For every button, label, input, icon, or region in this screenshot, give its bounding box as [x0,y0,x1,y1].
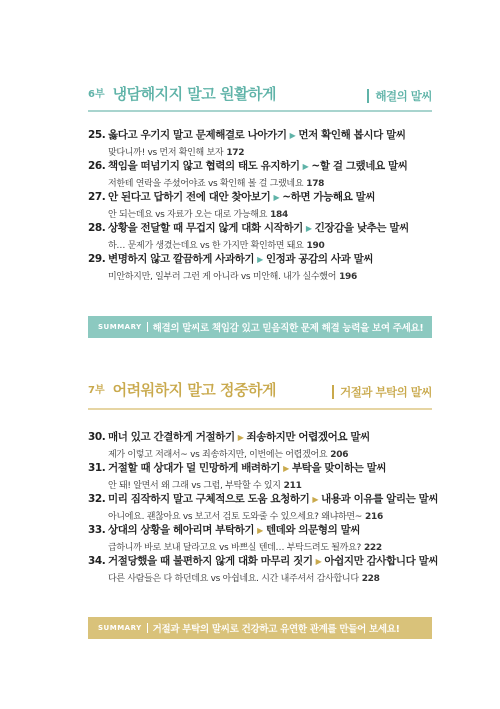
item-title: 미리 짐작하지 말고 구체적으로 도움 요청하기 [108,493,310,505]
item-number: 26. [88,160,106,172]
summary-tag: SUMMARY [98,624,142,632]
subtitle-divider [332,385,334,399]
item-number: 33. [88,524,106,536]
summary-text: 거절과 부탁의 말씨로 건강하고 유연한 관계를 만들어 보세요! [152,624,400,635]
item-title: 거절당했을 때 불편하지 않게 대화 마무리 짓기 [108,555,313,567]
page-number: 172 [226,148,245,158]
item-title: 책임을 떠넘기지 않고 협력의 태도 유지하기 [108,160,300,172]
item-phrase: ~하면 가능해요 말씨 [282,191,376,203]
item-number: 27. [88,191,106,203]
item-list [88,127,432,282]
item-example: 안 되는데요 vs 자료가 오는 대로 가능해요 [108,210,268,220]
item-example: 제가 이렇고 저래서~ vs 죄송하지만, 이번에는 어렵겠어요 [108,450,328,460]
arrow-icon: ▶ [283,464,289,473]
item-example: 저한테 연락을 주셨어야죠 vs 확인해 볼 걸 그랬네요 [108,179,304,189]
item-number: 29. [88,253,106,265]
item-title: 상대의 상황을 헤아리며 부탁하기 [108,524,255,536]
list-item [88,460,432,491]
section-rule [88,408,432,410]
list-item [88,251,432,282]
summary-divider [147,623,148,633]
list-item [88,189,432,220]
item-title: 안 된다고 답하기 전에 대안 찾아보기 [108,191,271,203]
section-header [88,376,432,400]
item-example: 하… 문제가 생겼는데요 vs 한 가지만 확인하면 돼요 [108,241,304,251]
item-phrase: 인정과 공감의 사과 말씨 [265,253,374,265]
list-item [88,158,432,189]
item-number: 28. [88,222,106,234]
item-phrase: 아쉽지만 감사합니다 말씨 [324,555,439,567]
arrow-icon: ▶ [257,255,263,264]
item-example: 다른 사람들은 다 하던데요 vs 아쉽네요. 시간 내주셔서 감사합니다 [108,574,359,584]
list-item [88,491,439,522]
item-example: 아니에요. 괜찮아요 vs 보고서 검토 도와줄 수 있으세요? 왜냐하면~ [108,512,363,522]
page-number: 206 [330,450,349,460]
arrow-icon: ▶ [305,224,312,233]
arrow-icon: ▶ [312,495,319,504]
part-subtitle [332,384,432,400]
item-example: 맞다니까! vs 먼저 확인해 보자 [108,148,224,158]
list-item [88,553,439,584]
page-number: 228 [361,574,380,584]
part-title: 냉담해지지 말고 원활하게 [112,85,276,103]
item-number: 31. [88,462,106,474]
summary-banner [88,617,432,639]
page-number: 216 [365,512,383,522]
list-item [88,220,432,251]
summary-divider [147,322,148,332]
item-number: 32. [88,493,106,505]
section-rule [88,110,432,112]
item-number: 25. [88,129,106,141]
subtitle-text: 해결의 말씨 [375,89,432,103]
summary-tag: SUMMARY [98,323,142,331]
arrow-icon: ▶ [257,526,263,535]
part-number: 7부 [88,385,105,396]
item-phrase: ~할 걸 그랬네요 말씨 [311,160,408,172]
page-number: 196 [339,272,357,282]
arrow-icon: ▶ [289,131,296,140]
list-item [88,127,432,158]
list-item [88,522,432,553]
item-title: 변명하지 않고 깔끔하게 사과하기 [108,253,255,265]
item-list [88,429,439,584]
subtitle-divider [367,89,369,103]
page-number: 222 [363,543,382,553]
item-phrase: 부탁을 맞이하는 말씨 [291,462,387,474]
page-number: 211 [283,481,302,491]
item-phrase: 텐데와 의문형의 말씨 [265,524,361,536]
arrow-icon: ▶ [273,193,280,202]
section-header [88,80,432,104]
arrow-icon: ▶ [237,433,244,442]
item-phrase: 죄송하지만 어렵겠어요 말씨 [246,431,370,443]
page-number: 184 [270,210,288,220]
subtitle-text: 거절과 부탁의 말씨 [340,385,432,399]
arrow-icon: ▶ [302,162,309,171]
summary-banner [88,316,432,338]
item-title: 거절할 때 상대가 덜 민망하게 배려하기 [108,462,281,474]
page-number: 178 [306,179,325,189]
page-number: 190 [306,241,325,251]
item-example: 안 돼! 알면서 왜 그래 vs 그럼, 부탁할 수 있지 [108,481,281,491]
item-title: 매너 있고 간결하게 거절하기 [108,431,235,443]
item-example: 급하니까 바로 보내 달라고요 vs 바쁘실 텐데… 부탁드려도 될까요? [108,543,361,553]
item-title: 상황을 전달할 때 무겁지 않게 대화 시작하기 [108,222,303,234]
item-phrase: 먼저 확인해 봅시다 말씨 [298,129,406,141]
item-number: 34. [88,555,106,567]
part-title: 어려워하지 말고 정중하게 [112,381,276,399]
item-phrase: 긴장감을 낮추는 말씨 [314,222,409,234]
item-number: 30. [88,431,106,443]
item-example: 미안하지만, 일부러 그런 게 아니라 vs 미안해. 내가 실수했어 [108,272,337,282]
list-item [88,429,432,460]
part-number: 6부 [88,89,105,100]
item-phrase: 내용과 이유를 알리는 말씨 [321,493,439,505]
item-title: 옳다고 우기지 말고 문제해결로 나아가기 [108,129,287,141]
arrow-icon: ▶ [315,557,322,566]
summary-text: 해결의 말씨로 책임감 있고 믿음직한 문제 해결 능력을 보여 주세요! [152,323,424,334]
part-subtitle [367,88,432,104]
